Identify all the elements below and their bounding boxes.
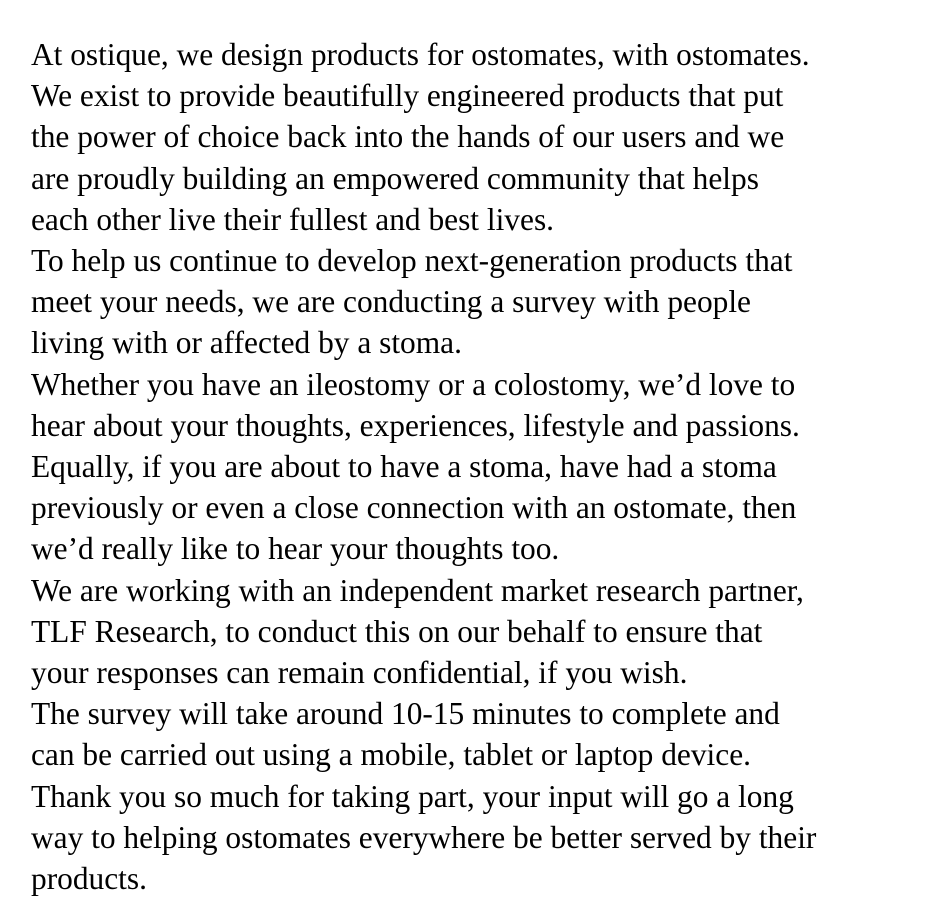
- text-line: the power of choice back into the hands of our users and we: [31, 119, 785, 155]
- text-line: living with or affected by a stoma.: [31, 325, 462, 361]
- text-line: products.: [31, 861, 147, 897]
- text-line: To help us continue to develop next-generation products that: [31, 243, 793, 279]
- text-line: we’d really like to hear your thoughts too.: [31, 531, 560, 567]
- text-line: Whether you have an ileostomy or a colostomy, we’d love to: [31, 366, 796, 402]
- text-line: We exist to provide beautifully engineered products that put: [31, 78, 784, 114]
- text-line: meet your needs, we are conducting a survey with people: [31, 284, 751, 320]
- paragraph-survey-duration: [31, 693, 923, 775]
- text-line: We are working with an independent market research partner,: [31, 572, 804, 608]
- text-line: TLF Research, to conduct this on our behalf to ensure that: [31, 613, 763, 649]
- text-line: can be carried out using a mobile, tablet or laptop device.: [31, 737, 751, 773]
- paragraph-others-welcome: [31, 446, 923, 570]
- text-line: previously or even a close connection with an ostomate, then: [31, 490, 797, 526]
- paragraph-research-partner: [31, 570, 923, 694]
- text-line: hear about your thoughts, experiences, lifestyle and passions.: [31, 407, 800, 443]
- text-line: At ostique, we design products for ostomates, with ostomates.: [31, 37, 810, 72]
- paragraph-thank-you: [31, 776, 923, 900]
- text-line: Equally, if you are about to have a stoma, have had a stoma: [31, 449, 777, 485]
- text-line: way to helping ostomates everywhere be better served by their: [31, 819, 817, 855]
- paragraph-who-can-take-part: [31, 364, 923, 446]
- paragraph-survey-purpose: [31, 240, 923, 364]
- text-line: Thank you so much for taking part, your input will go a long: [31, 778, 794, 814]
- text-line: The survey will take around 10-15 minutes to complete and: [31, 696, 780, 732]
- paragraph-about-ostique: [31, 34, 923, 240]
- text-line: each other live their fullest and best lives.: [31, 201, 555, 237]
- text-line: your responses can remain confidential, if you wish.: [31, 655, 688, 691]
- text-line: are proudly building an empowered community that helps: [31, 160, 759, 196]
- survey-invitation-text: [31, 34, 923, 899]
